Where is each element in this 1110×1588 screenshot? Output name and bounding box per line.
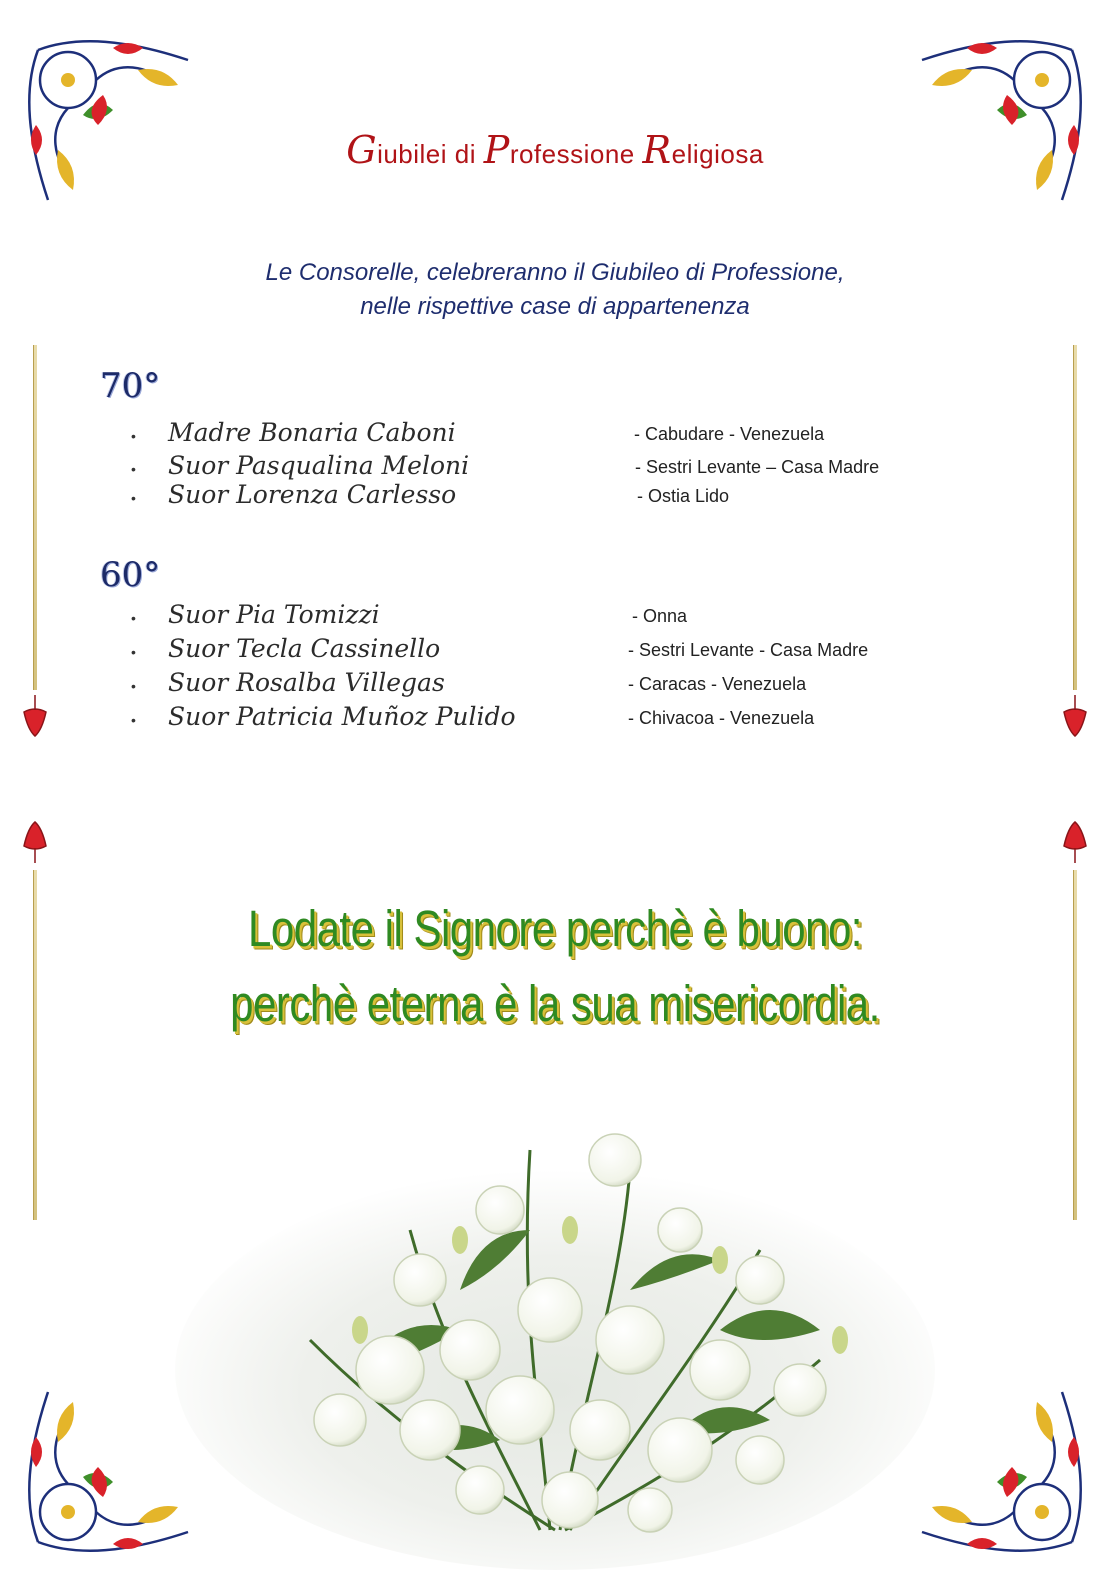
title-word-3: eligiosa [671,139,764,169]
bullet: • [131,712,136,728]
jubilee-heading-60: 60° [100,555,161,595]
title-initial-g: G [346,128,378,172]
title-initial-p: P [483,128,510,172]
list-item [0,702,1110,736]
house-location: - Sestri Levante - Casa Madre [628,640,869,660]
house-location: - Sestri Levante – Casa Madre [635,457,880,477]
bullet: • [131,644,136,660]
motto-line-1: Lodate il Signore perchè è buono: [248,899,862,958]
ornament-corner-top-right [902,30,1092,220]
bullet: • [131,490,136,506]
bullet: • [131,461,136,477]
sister-name: Suor Rosalba Villegas [168,668,445,697]
sister-name: Suor Pasqualina Meloni [168,451,470,480]
list-item [0,451,1110,485]
flower-bouquet-image [160,1110,950,1570]
sister-name: Suor Patricia Muñoz Pulido [168,702,516,731]
house-location: - Caracas - Venezuela [628,674,807,694]
jubilee-heading-70: 70° [100,366,161,406]
title-word-1: iubilei di [377,139,484,169]
sister-name: Suor Tecla Cassinello [168,634,441,663]
house-location: - Cabudare - Venezuela [634,424,825,444]
house-location: - Chivacoa - Venezuela [628,708,815,728]
motto-line-2: perchè eterna è la sua misericordia. [230,974,880,1033]
ornament-corner-top-left [18,30,208,220]
subtitle-line-1: Le Consorelle, celebreranno il Giubileo di Professione, [265,259,845,286]
house-location: - Onna [632,606,688,626]
list-item [0,480,1110,514]
sister-name: Suor Lorenza Carlesso [168,480,457,509]
subtitle-line-2: nelle rispettive case di appartenenza [360,293,750,320]
tulip-ornament-left-bottom [18,818,52,868]
bullet: • [131,610,136,626]
house-location: - Ostia Lido [637,486,730,506]
title-initial-r: R [642,128,672,172]
list-item [0,418,1110,452]
sister-name: Suor Pia Tomizzi [168,600,380,629]
list-item [0,634,1110,668]
bullet: • [131,428,136,444]
bullet: • [131,678,136,694]
subtitle [0,256,1110,324]
list-item [0,600,1110,634]
list-item [0,668,1110,702]
tulip-ornament-right-bottom [1058,818,1092,868]
title-word-2: rofessione [509,139,643,169]
sister-name: Madre Bonaria Caboni [168,418,456,447]
page-title [0,128,1110,172]
